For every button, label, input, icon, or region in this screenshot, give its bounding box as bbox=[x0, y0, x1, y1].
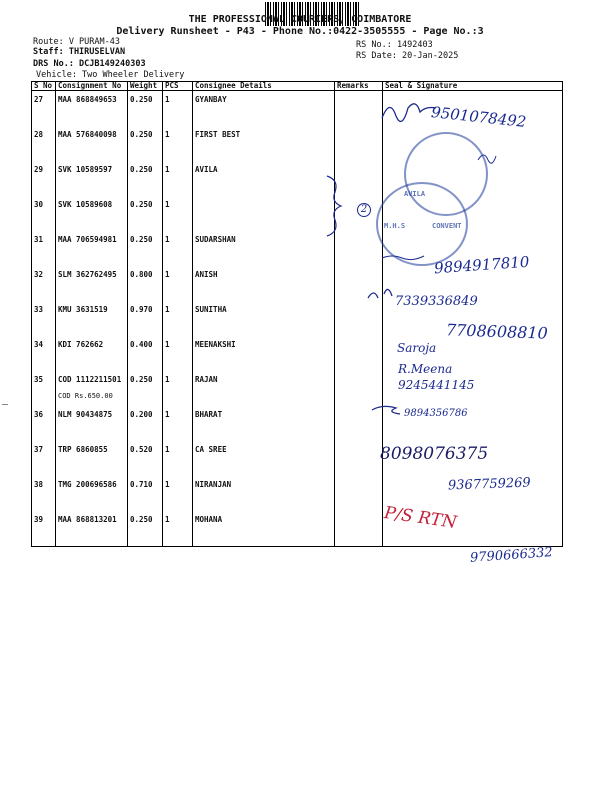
consignment-no: TMG 200696586 bbox=[56, 476, 128, 511]
weight: 0.200 bbox=[128, 406, 163, 441]
sno: 35 bbox=[32, 371, 56, 406]
consignee: BHARAT bbox=[193, 406, 335, 441]
sno: 27 bbox=[32, 91, 56, 127]
weight: 0.250 bbox=[128, 196, 163, 231]
sno: 39 bbox=[32, 511, 56, 547]
cod-amount: COD Rs.650.00 bbox=[58, 392, 113, 400]
weight: 0.400 bbox=[128, 336, 163, 371]
consignee: GYANBAY bbox=[193, 91, 335, 127]
rs-date: RS Date: 20-Jan-2025 bbox=[356, 51, 459, 61]
pcs: 1 bbox=[163, 91, 193, 127]
col-consignment: Consignment No bbox=[56, 82, 128, 91]
consignee: CA SREE bbox=[193, 441, 335, 476]
pcs: 1 bbox=[163, 161, 193, 196]
weight: 0.250 bbox=[128, 511, 163, 547]
consignment-no: MAA 576840098 bbox=[56, 126, 128, 161]
consignee: RAJAN bbox=[193, 371, 335, 406]
handwritten-phone: 8098076375 bbox=[380, 444, 489, 464]
handwritten-phone: 9894917810 bbox=[433, 252, 530, 278]
consignment-no: SLM 362762495 bbox=[56, 266, 128, 301]
weight: 0.250 bbox=[128, 371, 163, 406]
consignee: FIRST BEST bbox=[193, 126, 335, 161]
handwritten-phone: 7339336849 bbox=[395, 294, 478, 309]
handwritten-phone: 7708608810 bbox=[445, 320, 549, 343]
weight: 0.250 bbox=[128, 91, 163, 127]
sno: 38 bbox=[32, 476, 56, 511]
pcs: 1 bbox=[163, 371, 193, 406]
route-label: Route: V PURAM-43 bbox=[33, 37, 120, 47]
sno: 32 bbox=[32, 266, 56, 301]
handwritten-name: R.Meena bbox=[398, 362, 453, 376]
runsheet-subtitle: Delivery Runsheet - P43 - Phone No.:0422-3505555 - Page No.:3 bbox=[116, 26, 484, 37]
vehicle-label: Vehicle: Two Wheeler Delivery bbox=[36, 70, 185, 80]
remark-circle: 2 bbox=[357, 203, 371, 217]
consignment-no: NLM 90434875 bbox=[56, 406, 128, 441]
consignee: SUNITHA bbox=[193, 301, 335, 336]
stamp-line-2: CONVENT bbox=[432, 222, 462, 230]
consignment-no: KMU 3631519 bbox=[56, 301, 128, 336]
consignment-no-text: COD 1112211501 bbox=[58, 375, 122, 384]
handwritten-name: Saroja bbox=[397, 341, 437, 355]
handwritten-phone: 9790666332 bbox=[469, 545, 554, 566]
pcs: 1 bbox=[163, 231, 193, 266]
pcs: 1 bbox=[163, 511, 193, 547]
handwritten-phone: 9245441145 bbox=[398, 378, 475, 392]
consignee: MEENAKSHI bbox=[193, 336, 335, 371]
weight: 0.520 bbox=[128, 441, 163, 476]
stamp-line-3: M.H.S bbox=[384, 222, 406, 230]
staff-label: Staff: THIRUSELVAN bbox=[33, 47, 126, 57]
pcs: 1 bbox=[163, 126, 193, 161]
consignment-no: MAA 868849653 bbox=[56, 91, 128, 127]
consignment-no: SVK 10589597 bbox=[56, 161, 128, 196]
sno: 36 bbox=[32, 406, 56, 441]
stamp-line-1: AVILA bbox=[404, 190, 426, 198]
weight: 0.800 bbox=[128, 266, 163, 301]
consignee: MOHANA bbox=[193, 511, 335, 547]
col-remarks: Remarks bbox=[335, 82, 383, 91]
pcs: 1 bbox=[163, 336, 193, 371]
pcs: 1 bbox=[163, 441, 193, 476]
sno: 30 bbox=[32, 196, 56, 231]
consignee: SUDARSHAN bbox=[193, 231, 335, 266]
handwritten-phone: 9367759269 bbox=[447, 475, 531, 494]
sno: 31 bbox=[32, 231, 56, 266]
weight: 0.970 bbox=[128, 301, 163, 336]
consignee: ANISH bbox=[193, 266, 335, 301]
drs-number: DRS No.: DCJB149240303 bbox=[33, 59, 146, 69]
consignment-no: MAA 868813201 bbox=[56, 511, 128, 547]
col-sno: S No bbox=[32, 82, 56, 91]
weight: 0.250 bbox=[128, 161, 163, 196]
consignee: NIRANJAN bbox=[193, 476, 335, 511]
handwritten-phone: 9501078492 bbox=[430, 103, 528, 131]
consignment-no: KDI 762662 bbox=[56, 336, 128, 371]
handwritten-phone: 9894356786 bbox=[404, 408, 468, 419]
consignee: AVILA bbox=[193, 161, 335, 196]
sno: 37 bbox=[32, 441, 56, 476]
company-title: THE PROFESSIONAL COURIERS, COIMBATORE bbox=[188, 14, 412, 25]
sno: 33 bbox=[32, 301, 56, 336]
weight: 0.250 bbox=[128, 126, 163, 161]
sno: 28 bbox=[32, 126, 56, 161]
handwritten-rts-mark: P/S RTN bbox=[382, 503, 458, 533]
consignment-no: SVK 10589608 bbox=[56, 196, 128, 231]
weight: 0.710 bbox=[128, 476, 163, 511]
weight: 0.250 bbox=[128, 231, 163, 266]
sno: 34 bbox=[32, 336, 56, 371]
pcs: 1 bbox=[163, 406, 193, 441]
sno: 29 bbox=[32, 161, 56, 196]
consignment-no: MAA 706594981 bbox=[56, 231, 128, 266]
pcs: 1 bbox=[163, 266, 193, 301]
consignment-no: TRP 6860855 bbox=[56, 441, 128, 476]
rs-number: RS No.: 1492403 bbox=[356, 40, 433, 50]
col-pcs: PCS bbox=[163, 82, 193, 91]
col-consignee: Consignee Details bbox=[193, 82, 335, 91]
pcs: 1 bbox=[163, 301, 193, 336]
col-weight: Weight bbox=[128, 82, 163, 91]
pcs: 1 bbox=[163, 476, 193, 511]
pcs: 1 bbox=[163, 196, 193, 231]
col-signature: Seal & Signature bbox=[383, 82, 563, 91]
